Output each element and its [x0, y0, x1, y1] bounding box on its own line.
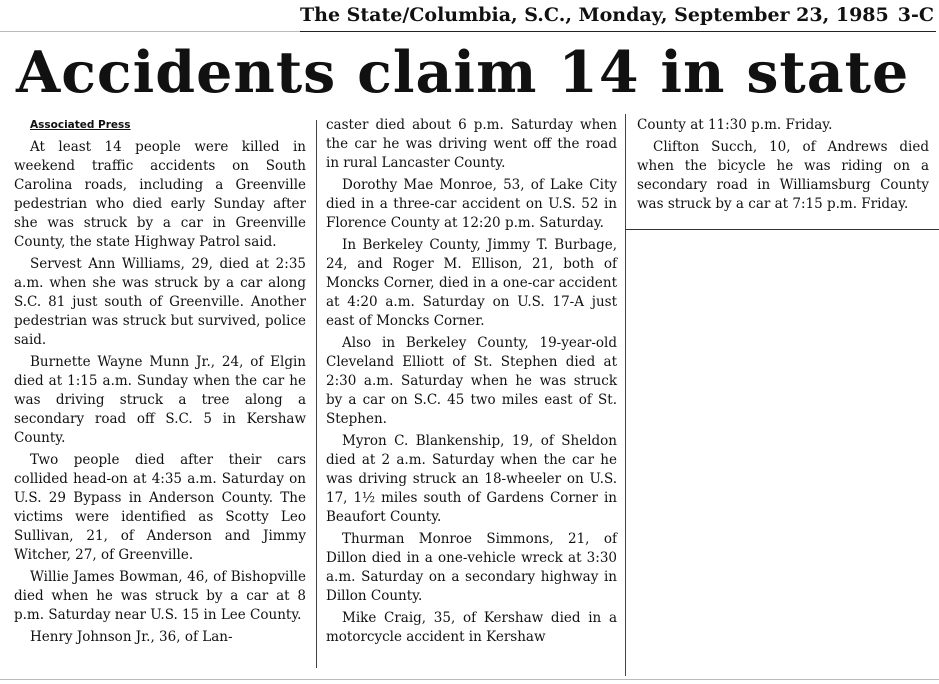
paragraph: Also in Berkeley County, 19-year-old Cleveland Elliott of St. Stephen died at 2:30 a.m. Saturday when he was struck by a car on S.C. 45 two miles east of St. Stephen. — [326, 335, 617, 427]
article-column-2 — [326, 116, 617, 650]
article-column-3 — [637, 116, 929, 217]
paragraph: caster died about 6 p.m. Saturday when the car he was driving went off the road in rural Lancaster County. — [326, 117, 617, 171]
column-divider — [625, 114, 626, 676]
paragraph: In Berkeley County, Jimmy T. Burbage, 24, and Roger M. Ellison, 21, both of Moncks Corner, died in a one-car accident at 4:20 a.m. Saturday on U.S. 17-A just east of Moncks Corner. — [326, 237, 617, 329]
article-end-rule — [625, 229, 939, 230]
paragraph: Two people died after their cars collided head-on at 4:35 a.m. Saturday on U.S. 29 Bypass in Anderson County. The victims were identified as Scotty Leo Sullivan, 21, of Anderson and Jimmy Witcher, 27, of Greenville. — [14, 452, 306, 563]
bottom-rule — [0, 679, 939, 680]
byline: Associated Press — [30, 119, 131, 131]
paragraph: Henry Johnson Jr., 36, of Lan- — [30, 629, 233, 645]
masthead-paper-name: The State/ — [300, 4, 410, 26]
column-divider — [316, 120, 317, 668]
article-headline: Accidents claim 14 in state — [16, 39, 910, 106]
paragraph: County at 11:30 p.m. Friday. — [637, 117, 833, 133]
paragraph: Dorothy Mae Monroe, 53, of Lake City died in a three-car accident on U.S. 52 in Florence County at 12:20 p.m. Saturday. — [326, 177, 617, 231]
paragraph: Burnette Wayne Munn Jr., 24, of Elgin died at 1:15 a.m. Sunday when the car he was driving struck a tree along a secondary road off S.C. 5 in Kershaw County. — [14, 354, 306, 446]
article-column-1 — [14, 116, 306, 650]
masthead — [300, 4, 934, 30]
top-left-rule — [0, 31, 300, 32]
paragraph: At least 14 people were killed in weekend traffic accidents on South Carolina roads, including a Greenville pedestrian who died early Sunday after she was struck by a car in Greenville County, the state Highway Patrol said. — [14, 139, 306, 250]
masthead-page-number: 3-C — [897, 4, 934, 26]
paragraph: Myron C. Blankenship, 19, of Sheldon died at 2 a.m. Saturday when the car he was driving struck an 18-wheeler on U.S. 17, 1½ miles south of Gardens Corner in Beaufort County. — [326, 433, 617, 525]
masthead-rule — [300, 31, 936, 32]
paragraph: Willie James Bowman, 46, of Bishopville died when he was struck by a car at 8 p.m. Saturday near U.S. 15 in Lee County. — [14, 569, 306, 623]
paragraph: Clifton Succh, 10, of Andrews died when the bicycle he was riding on a secondary road in Williamsburg County was struck by a car at 7:15 p.m. Friday. — [637, 139, 929, 212]
masthead-dateline: Columbia, S.C., Monday, September 23, 1985 — [409, 4, 889, 26]
paragraph: Thurman Monroe Simmons, 21, of Dillon died in a one-vehicle wreck at 3:30 a.m. Saturday on a secondary highway in Dillon County. — [326, 531, 617, 604]
paragraph: Servest Ann Williams, 29, died at 2:35 a.m. when she was struck by a car along S.C. 81 just south of Greenville. Another pedestrian was struck but survived, police said. — [14, 256, 306, 348]
paragraph: Mike Craig, 35, of Kershaw died in a motorcycle accident in Kershaw — [326, 610, 617, 645]
